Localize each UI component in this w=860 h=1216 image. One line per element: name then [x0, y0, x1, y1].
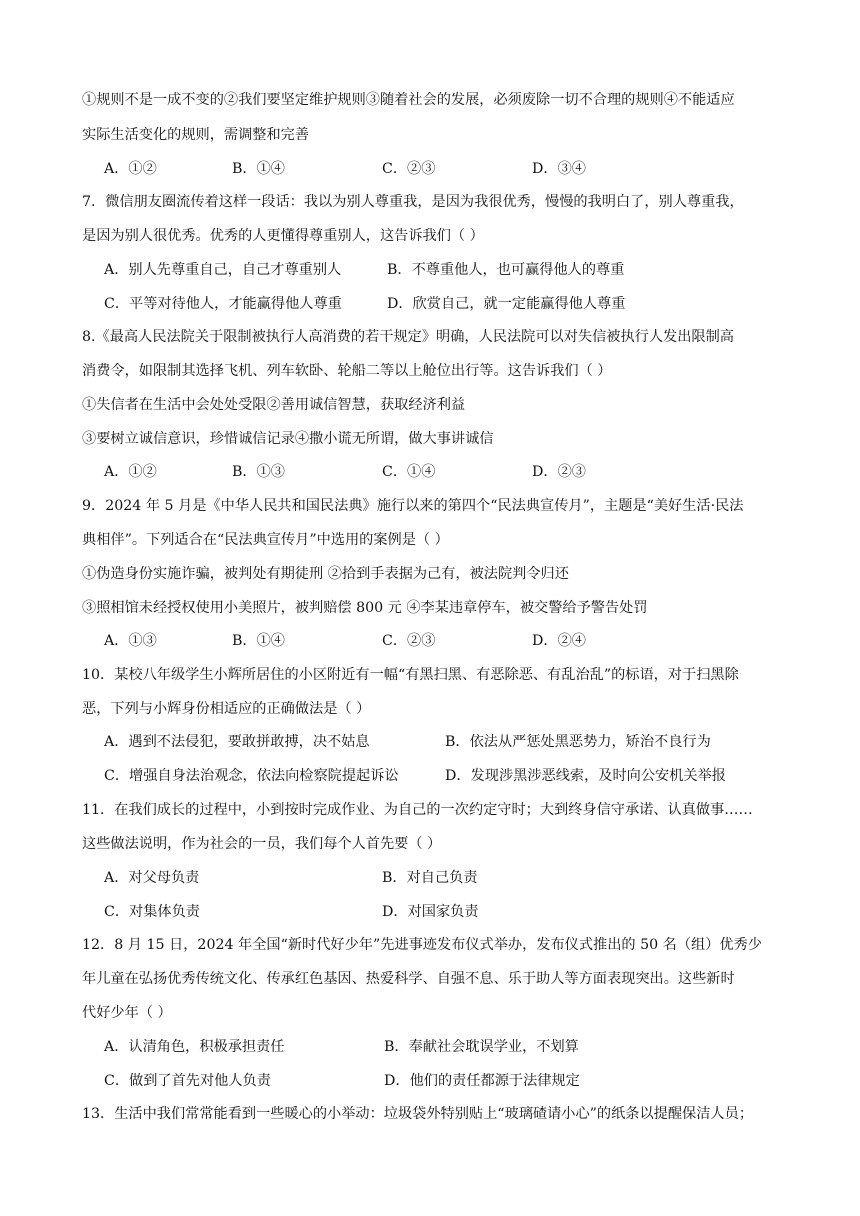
- q11-option-c: C．对集体负责: [104, 904, 200, 920]
- q10-stem-line-1: 10．某校八年级学生小辉所居住的小区附近有一幅“有黑扫黑、有恶除恶、有乱治乱”的标语，对于扫黑除: [82, 667, 739, 683]
- q10-option-a: A．遇到不法侵犯，要敢拼敢搏，决不姑息: [104, 734, 370, 750]
- q11-option-a: A．对父母负责: [104, 870, 200, 886]
- q10-option-c: C．增强自身法治观念，依法向检察院提起诉讼: [104, 768, 399, 784]
- q8-stem-line-1: 8.《最高人民法院关于限制被执行人高消费的若干规定》明确，人民法院可以对失信被执行人发出限制高: [82, 329, 734, 345]
- q12-option-c: C．做到了首先对他人负责: [104, 1073, 271, 1089]
- q9-stem-line-2: 典相伴”。下列适合在“民法典宣传月”中选用的案例是（ ）: [82, 532, 449, 548]
- q12-option-a: A．认清角色，积极承担责任: [104, 1039, 285, 1055]
- q11-stem-line-1: 11．在我们成长的过程中，小到按时完成作业、为自己的一次约定守时；大到终身信守承诺、认真做事……: [82, 802, 753, 818]
- q9-option-a: A．①③: [104, 633, 157, 649]
- q10-option-b: B．依法从严惩处黑恶势力，矫治不良行为: [445, 734, 711, 750]
- q12-stem-line-2: 年儿童在弘扬优秀传统文化、传承红色基因、热爱科学、自强不息、乐于助人等方面表现突出。这些新时: [82, 971, 735, 987]
- q7-stem-line-1: 7．微信朋友圈流传着这样一段话：我以为别人尊重我，是因为我很优秀，慢慢的我明白了，别人尊重我，: [82, 194, 744, 210]
- q7-option-c: C．平等对待他人，才能赢得他人尊重: [104, 296, 342, 312]
- q12-stem-line-1: 12．8 月 15 日，2024 年全国“新时代好少年”先进事迹发布仪式举办，发布仪式推出的 50 名（组）优秀少: [82, 937, 762, 953]
- q9-option-d: D．②④: [532, 633, 586, 649]
- q6-statements-line-1: ①规则不是一成不变的②我们要坚定维护规则③随着社会的发展，必须废除一切不合理的规则④不能适应: [82, 92, 735, 108]
- q8-statements-line-1: ①失信者在生活中会处处受限②善用诚信智慧，获取经济利益: [82, 397, 466, 413]
- q13-stem-line-1: 13．生活中我们常常能看到一些暖心的小举动：垃圾袋外特别贴上“玻璃碴请小心”的纸条以提醒保洁人员；: [82, 1106, 754, 1122]
- q6-option-a: A．①②: [104, 161, 157, 177]
- q11-option-d: D．对国家负责: [382, 904, 479, 920]
- q9-stem-line-1: 9．2024 年 5 月是《中华人民共和国民法典》施行以来的第四个“民法典宣传月”，主题是“美好生活·民法: [82, 498, 744, 514]
- q8-stem-line-2: 消费令，如限制其选择飞机、列车软卧、轮船二等以上舱位出行等。这告诉我们（ ）: [82, 363, 612, 379]
- q7-stem-line-2: 是因为别人很优秀。优秀的人更懂得尊重别人，这告诉我们（ ）: [82, 228, 484, 244]
- q10-option-d: D．发现涉黑涉恶线索，及时向公安机关举报: [445, 768, 726, 784]
- q8-option-a: A．①②: [104, 464, 157, 480]
- q11-option-b: B．对自己负责: [382, 870, 478, 886]
- q6-option-c: C．②③: [382, 161, 436, 177]
- q6-statements-line-2: 实际生活变化的规则，需调整和完善: [82, 127, 310, 143]
- q6-option-d: D．③④: [532, 161, 586, 177]
- q7-option-d: D．欣赏自己，就一定能赢得他人尊重: [387, 296, 626, 312]
- q8-option-d: D．②③: [532, 464, 586, 480]
- q10-stem-line-2: 恶，下列与小辉身份相适应的正确做法是（ ）: [82, 701, 371, 717]
- q9-option-c: C．②③: [382, 633, 436, 649]
- q12-option-d: D．他们的责任都源于法律规定: [384, 1073, 580, 1089]
- q12-option-b: B．奉献社会耽误学业，不划算: [384, 1039, 579, 1055]
- q8-statements-line-2: ③要树立诚信意识，珍惜诚信记录④撒小谎无所谓，做大事讲诚信: [82, 431, 494, 447]
- q6-option-b: B．①④: [232, 161, 285, 177]
- q11-stem-line-2: 这些做法说明，作为社会的一员，我们每个人首先要（ ）: [82, 836, 442, 852]
- q9-option-b: B．①④: [232, 633, 285, 649]
- q8-option-c: C．①④: [382, 464, 436, 480]
- q7-option-a: A．别人先尊重自己，自己才尊重别人: [104, 262, 342, 278]
- q12-stem-line-3: 代好少年（ ）: [82, 1005, 172, 1021]
- q8-option-b: B．①③: [232, 464, 285, 480]
- q9-statements-line-1: ①伪造身份实施诈骗，被判处有期徒刑 ②拾到手表据为己有，被法院判令归还: [82, 566, 569, 582]
- q7-option-b: B．不尊重他人，也可赢得他人的尊重: [387, 262, 625, 278]
- q9-statements-line-2: ③照相馆未经授权使用小美照片，被判赔偿 800 元 ④李某违章停车，被交警给予警告处罚: [82, 600, 648, 616]
